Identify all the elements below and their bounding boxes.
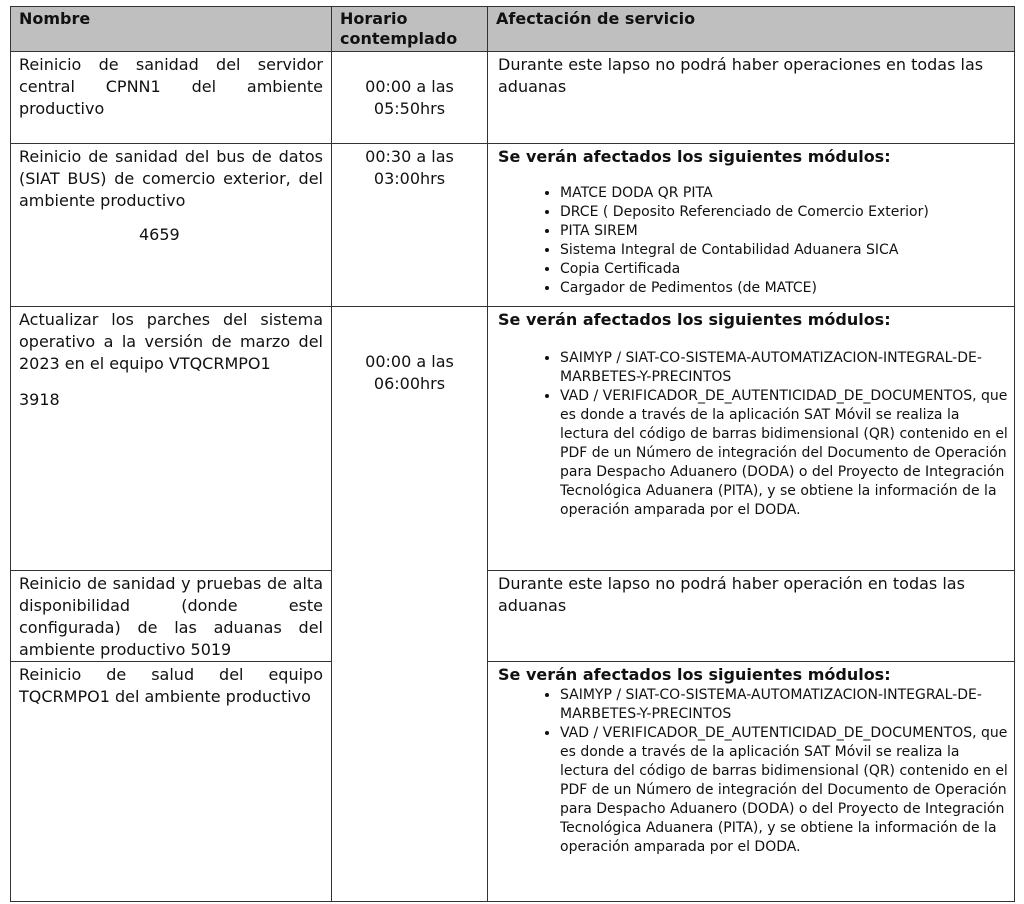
row-name: Reinicio de sanidad y pruebas de alta disponibilidad (donde este configurada) de las aduanas del ambiente productivo 5019 (19, 574, 323, 659)
list-item: • SAIMYP / SIAT-CO-SISTEMA-AUTOMATIZACION-INTEGRAL-DE-MARBETES-Y-PRECINTOS (560, 349, 1008, 387)
list-item: • MATCE DODA QR PITA (560, 184, 1014, 203)
row-name-cell (11, 52, 332, 144)
header-effect: Afectación de servicio (488, 7, 1015, 52)
row-number: 3918 (19, 390, 60, 409)
list-item: • PITA SIREM (560, 222, 1014, 241)
row-time-line2: 06:00hrs (373, 374, 446, 393)
header-time-line2: contemplado (340, 29, 458, 48)
row-effect-heading: Se verán afectados los siguientes módulos: (498, 147, 891, 166)
list-item: • VAD / VERIFICADOR_DE_AUTENTICIDAD_DE_DOCUMENTOS, que es donde a través de la aplicación SAT Móvil se realiza la lectura del código de barras bidimensional (QR) contenido en el PDF de un Número de integración del Documento de Operación para Despacho Aduanero (DODA) o del Proyecto de Integración Tecnológica Aduanera (PITA), y se obtiene la información de la operación amparada por el DODA. (560, 724, 1008, 857)
table-row (11, 571, 1015, 662)
module-list (488, 184, 1014, 298)
row-number: 4659 (139, 225, 180, 244)
row-name-cell (11, 571, 332, 662)
row-name: Reinicio de sanidad del bus de datos (SIAT BUS) de comercio exterior, del ambiente productivo (19, 147, 323, 210)
list-item: • DRCE ( Deposito Referenciado de Comercio Exterior) (560, 203, 1014, 222)
header-time (332, 7, 488, 52)
row-effect-cell (488, 662, 1015, 902)
row-time-cell (332, 52, 488, 144)
module-list (488, 686, 1014, 857)
list-item: • Cargador de Pedimentos (de MATCE) (560, 279, 1014, 298)
row-name: Actualizar los parches del sistema operativo a la versión de marzo del 2023 en el equipo VTQCRMPO1 (19, 310, 323, 373)
row-effect: Durante este lapso no podrá haber operación en todas las aduanas (498, 574, 965, 615)
table-row (11, 662, 1015, 902)
row-effect-cell (488, 52, 1015, 144)
table-row (11, 52, 1015, 144)
row-effect-cell (488, 144, 1015, 307)
row-time (332, 146, 487, 190)
row-time-line1: 00:30 a las (365, 147, 454, 166)
row-effect-cell (488, 571, 1015, 662)
table-row (11, 307, 1015, 571)
row-name: Reinicio de salud del equipo TQCRMPO1 del ambiente productivo (19, 665, 323, 706)
row-effect-cell (488, 307, 1015, 571)
header-name: Nombre (11, 7, 332, 52)
list-item: • VAD / VERIFICADOR_DE_AUTENTICIDAD_DE_DOCUMENTOS, que es donde a través de la aplicación SAT Móvil se realiza la lectura del código de barras bidimensional (QR) contenido en el PDF de un Número de integración del Documento de Operación para Despacho Aduanero (DODA) o del Proyecto de Integración Tecnológica Aduanera (PITA), y se obtiene la información de la operación amparada por el DODA. (560, 387, 1008, 520)
header-row (11, 7, 1015, 52)
row-name-cell (11, 307, 332, 571)
header-time-line1: Horario (340, 9, 408, 28)
row-time-line2: 03:00hrs (373, 169, 446, 188)
row-time-line1: 00:00 a las (365, 77, 454, 96)
list-item: • Copia Certificada (560, 260, 1014, 279)
row-name-cell (11, 144, 332, 307)
row-time-cell (332, 307, 488, 902)
row-time (332, 76, 487, 120)
maintenance-table (10, 6, 1015, 902)
row-time (332, 351, 487, 395)
module-list (488, 349, 1014, 520)
row-time-line1: 00:00 a las (365, 352, 454, 371)
row-effect-heading: Se verán afectados los siguientes módulos: (498, 665, 891, 684)
row-effect-heading: Se verán afectados los siguientes módulos: (498, 310, 891, 329)
list-item: • Sistema Integral de Contabilidad Aduanera SICA (560, 241, 1014, 260)
row-time-cell (332, 144, 488, 307)
row-effect: Durante este lapso no podrá haber operaciones en todas las aduanas (498, 55, 984, 96)
row-name: Reinicio de sanidad del servidor central CPNN1 del ambiente productivo (19, 55, 323, 118)
list-item: • SAIMYP / SIAT-CO-SISTEMA-AUTOMATIZACION-INTEGRAL-DE-MARBETES-Y-PRECINTOS (560, 686, 1008, 724)
table-row (11, 144, 1015, 307)
row-name-cell (11, 662, 332, 902)
row-time-line2: 05:50hrs (373, 99, 446, 118)
